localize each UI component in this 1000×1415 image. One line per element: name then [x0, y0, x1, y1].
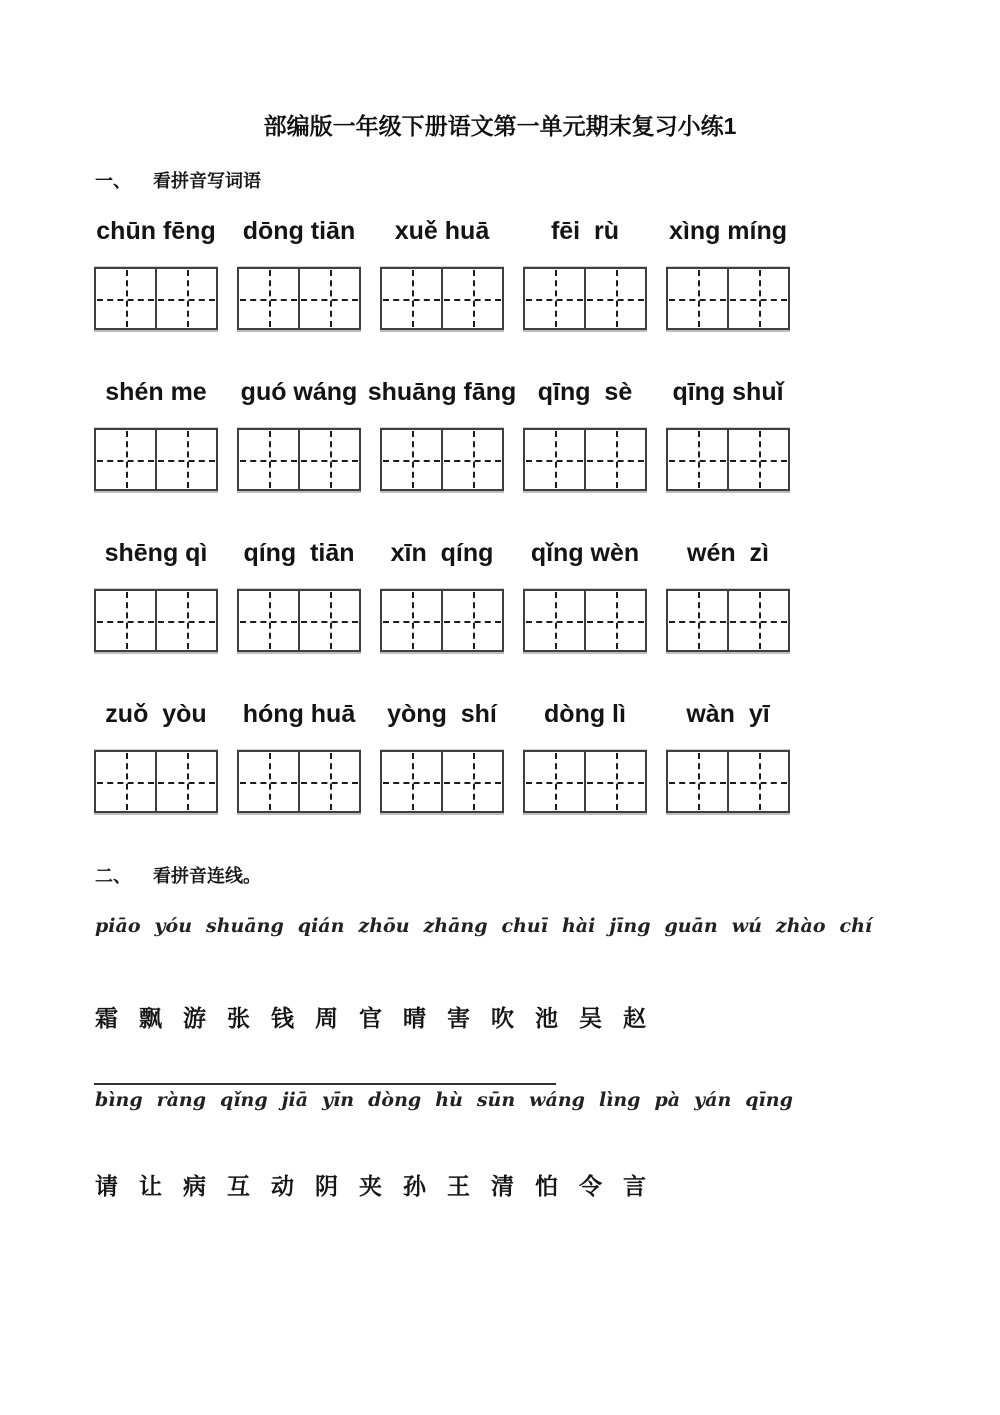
- pinyin-label: fēi rù: [550, 217, 620, 245]
- writing-grid: [94, 428, 218, 491]
- pinyin-syllable[interactable]: qīng: [745, 1089, 793, 1111]
- hanzi-character[interactable]: 赵: [623, 1005, 646, 1031]
- writing-grid: [666, 750, 790, 813]
- pinyin-syllable[interactable]: wú: [731, 915, 762, 937]
- grid-cell[interactable]: [298, 591, 359, 650]
- grid-cell[interactable]: [96, 430, 155, 489]
- word-unit: [524, 699, 646, 813]
- grid-cell[interactable]: [155, 752, 216, 811]
- pinyin-label: dōng tiān: [242, 217, 356, 245]
- grid-cell[interactable]: [525, 430, 584, 489]
- grid-cell[interactable]: [441, 430, 502, 489]
- word-unit: [667, 216, 789, 330]
- grid-cell[interactable]: [382, 269, 441, 328]
- pinyin-syllable[interactable]: sūn: [476, 1089, 516, 1111]
- pinyin-label: zuǒ yòu: [105, 700, 207, 728]
- hanzi-character[interactable]: 飘: [139, 1005, 162, 1031]
- pinyin-word-row: [95, 216, 1000, 330]
- pinyin-syllable[interactable]: jīng: [609, 915, 651, 937]
- grid-cell[interactable]: [668, 269, 727, 328]
- word-unit: [95, 699, 217, 813]
- section2-label: 看拼音连线。: [153, 866, 261, 886]
- word-unit: [381, 538, 503, 652]
- section1-label: 看拼音写词语: [153, 171, 261, 191]
- word-unit: [667, 538, 789, 652]
- hanzi-character[interactable]: 清: [491, 1173, 514, 1199]
- word-unit: [381, 216, 503, 330]
- grid-cell[interactable]: [239, 269, 298, 328]
- word-unit: [238, 216, 360, 330]
- grid-cell[interactable]: [584, 752, 645, 811]
- grid-cell[interactable]: [298, 430, 359, 489]
- grid-cell[interactable]: [727, 752, 788, 811]
- word-unit: [524, 538, 646, 652]
- writing-grid: [380, 428, 504, 491]
- pinyin-syllable[interactable]: hù: [435, 1089, 463, 1111]
- word-unit: [95, 377, 217, 491]
- pinyin-syllable[interactable]: jiā: [281, 1089, 309, 1111]
- hanzi-character[interactable]: 请: [95, 1173, 118, 1199]
- pinyin-syllable[interactable]: yóu: [154, 915, 193, 937]
- grid-cell[interactable]: [668, 591, 727, 650]
- hanzi-character[interactable]: 吹: [491, 1005, 514, 1031]
- writing-grid: [237, 750, 361, 813]
- pinyin-word-row: [95, 538, 1000, 652]
- hanzi-character[interactable]: 夹: [359, 1173, 382, 1199]
- writing-grid: [94, 589, 218, 652]
- pinyin-syllable[interactable]: zhào: [775, 915, 826, 937]
- character-row: [95, 1171, 1000, 1201]
- pinyin-label: guó wáng: [240, 378, 358, 406]
- pinyin-label: shēng qì: [104, 539, 208, 567]
- grid-cell[interactable]: [525, 591, 584, 650]
- hanzi-character[interactable]: 吴: [579, 1005, 602, 1031]
- hanzi-character[interactable]: 游: [183, 1005, 206, 1031]
- word-unit: [238, 538, 360, 652]
- grid-cell[interactable]: [584, 430, 645, 489]
- grid-cell[interactable]: [382, 752, 441, 811]
- match-group: [0, 1087, 1000, 1201]
- pinyin-syllable[interactable]: guān: [664, 915, 718, 937]
- section1-number: 一、: [95, 171, 131, 191]
- writing-grid: [380, 589, 504, 652]
- section2-number: 二、: [95, 866, 131, 886]
- section1-rows: [0, 216, 1000, 813]
- pinyin-syllable[interactable]: chí: [839, 915, 873, 937]
- word-unit: [238, 377, 360, 491]
- pinyin-label: shuāng fāng: [367, 378, 517, 406]
- grid-cell[interactable]: [239, 591, 298, 650]
- hanzi-character[interactable]: 官: [359, 1005, 382, 1031]
- hanzi-character[interactable]: 霜: [95, 1005, 118, 1031]
- pinyin-label: qǐng wèn: [530, 539, 640, 567]
- pinyin-label: qīng shuǐ: [672, 378, 784, 406]
- grid-cell[interactable]: [441, 752, 502, 811]
- grid-cell[interactable]: [155, 269, 216, 328]
- character-row: [95, 1003, 1000, 1033]
- pinyin-label: wàn yī: [686, 700, 770, 728]
- grid-cell[interactable]: [727, 269, 788, 328]
- pinyin-syllable[interactable]: chuī: [501, 915, 548, 937]
- pinyin-syllable[interactable]: dòng: [368, 1089, 422, 1111]
- pinyin-syllable[interactable]: hài: [561, 915, 596, 937]
- section1-heading: [95, 170, 1000, 192]
- grid-cell[interactable]: [382, 430, 441, 489]
- pinyin-syllable[interactable]: zhōu: [358, 915, 410, 937]
- grid-cell[interactable]: [584, 591, 645, 650]
- pinyin-syllable[interactable]: wáng: [529, 1089, 585, 1111]
- grid-cell[interactable]: [584, 269, 645, 328]
- pinyin-label: xìng míng: [668, 217, 788, 245]
- grid-cell[interactable]: [298, 269, 359, 328]
- pinyin-syllable[interactable]: bìng: [95, 1089, 143, 1111]
- section2-groups: [0, 913, 1000, 1201]
- writing-grid: [666, 428, 790, 491]
- match-group: [0, 913, 1000, 1033]
- hanzi-character[interactable]: 晴: [403, 1005, 426, 1031]
- grid-cell[interactable]: [727, 591, 788, 650]
- grid-cell[interactable]: [96, 591, 155, 650]
- pinyin-label: dòng lì: [544, 700, 626, 728]
- pinyin-syllable[interactable]: yán: [694, 1089, 732, 1111]
- pinyin-row: [95, 913, 1000, 939]
- grid-cell[interactable]: [96, 752, 155, 811]
- hanzi-character[interactable]: 孙: [403, 1173, 426, 1199]
- word-unit: [367, 377, 517, 491]
- writing-grid: [523, 750, 647, 813]
- pinyin-label: hóng huā: [242, 700, 356, 728]
- writing-grid: [666, 267, 790, 330]
- writing-grid: [380, 750, 504, 813]
- writing-grid: [380, 267, 504, 330]
- hanzi-character[interactable]: 动: [271, 1173, 294, 1199]
- grid-cell[interactable]: [382, 591, 441, 650]
- page-title: 部编版一年级下册语文第一单元期末复习小练1: [263, 113, 737, 139]
- hanzi-character[interactable]: 让: [139, 1173, 162, 1199]
- pinyin-word-row: [95, 377, 1000, 491]
- pinyin-row: [95, 1087, 1000, 1113]
- pinyin-syllable[interactable]: qián: [297, 915, 345, 937]
- hanzi-character[interactable]: 病: [183, 1173, 206, 1199]
- writing-grid: [523, 267, 647, 330]
- pinyin-syllable[interactable]: lìng: [598, 1089, 641, 1111]
- divider-line: [94, 1083, 556, 1085]
- writing-grid: [237, 589, 361, 652]
- writing-grid: [523, 428, 647, 491]
- hanzi-character[interactable]: 互: [227, 1173, 250, 1199]
- hanzi-character[interactable]: 池: [535, 1005, 558, 1031]
- grid-cell[interactable]: [668, 752, 727, 811]
- pinyin-syllable[interactable]: pà: [654, 1089, 681, 1111]
- word-unit: [238, 699, 360, 813]
- pinyin-label: shén me: [105, 378, 207, 406]
- hanzi-character[interactable]: 王: [447, 1173, 470, 1199]
- grid-cell[interactable]: [239, 430, 298, 489]
- pinyin-label: xīn qíng: [390, 539, 494, 567]
- word-unit: [667, 377, 789, 491]
- word-unit: [95, 538, 217, 652]
- grid-cell[interactable]: [525, 269, 584, 328]
- pinyin-label: qíng tiān: [243, 539, 355, 567]
- pinyin-syllable[interactable]: yīn: [322, 1089, 355, 1111]
- pinyin-syllable[interactable]: zhāng: [423, 915, 488, 937]
- grid-cell[interactable]: [727, 430, 788, 489]
- writing-grid: [94, 267, 218, 330]
- hanzi-character[interactable]: 害: [447, 1005, 470, 1031]
- writing-grid: [666, 589, 790, 652]
- grid-cell[interactable]: [239, 752, 298, 811]
- grid-cell[interactable]: [155, 430, 216, 489]
- writing-grid: [523, 589, 647, 652]
- pinyin-label: xuě huā: [394, 217, 490, 245]
- section2-heading: [95, 865, 1000, 887]
- grid-cell[interactable]: [298, 752, 359, 811]
- hanzi-character[interactable]: 钱: [271, 1005, 294, 1031]
- grid-cell[interactable]: [525, 752, 584, 811]
- pinyin-syllable[interactable]: shuāng: [206, 915, 284, 937]
- grid-cell[interactable]: [668, 430, 727, 489]
- word-unit: [524, 216, 646, 330]
- hanzi-character[interactable]: 周: [315, 1005, 338, 1031]
- word-unit: [524, 377, 646, 491]
- hanzi-character[interactable]: 怕: [535, 1173, 558, 1199]
- grid-cell[interactable]: [441, 591, 502, 650]
- word-unit: [381, 699, 503, 813]
- writing-grid: [94, 750, 218, 813]
- pinyin-syllable[interactable]: qǐng: [220, 1089, 268, 1111]
- writing-grid: [237, 428, 361, 491]
- hanzi-character[interactable]: 张: [227, 1005, 250, 1031]
- grid-cell[interactable]: [96, 269, 155, 328]
- pinyin-label: qīng sè: [537, 378, 633, 406]
- pinyin-label: chūn fēng: [96, 217, 216, 245]
- grid-cell[interactable]: [441, 269, 502, 328]
- hanzi-character[interactable]: 言: [623, 1173, 646, 1199]
- pinyin-label: wén zì: [687, 539, 769, 567]
- word-unit: [95, 216, 217, 330]
- hanzi-character[interactable]: 阴: [315, 1173, 338, 1199]
- writing-grid: [237, 267, 361, 330]
- pinyin-label: yòng shí: [387, 700, 497, 728]
- hanzi-character[interactable]: 令: [579, 1173, 602, 1199]
- pinyin-syllable[interactable]: piāo: [95, 915, 141, 937]
- grid-cell[interactable]: [155, 591, 216, 650]
- pinyin-syllable[interactable]: ràng: [156, 1089, 207, 1111]
- word-unit: [667, 699, 789, 813]
- pinyin-word-row: [95, 699, 1000, 813]
